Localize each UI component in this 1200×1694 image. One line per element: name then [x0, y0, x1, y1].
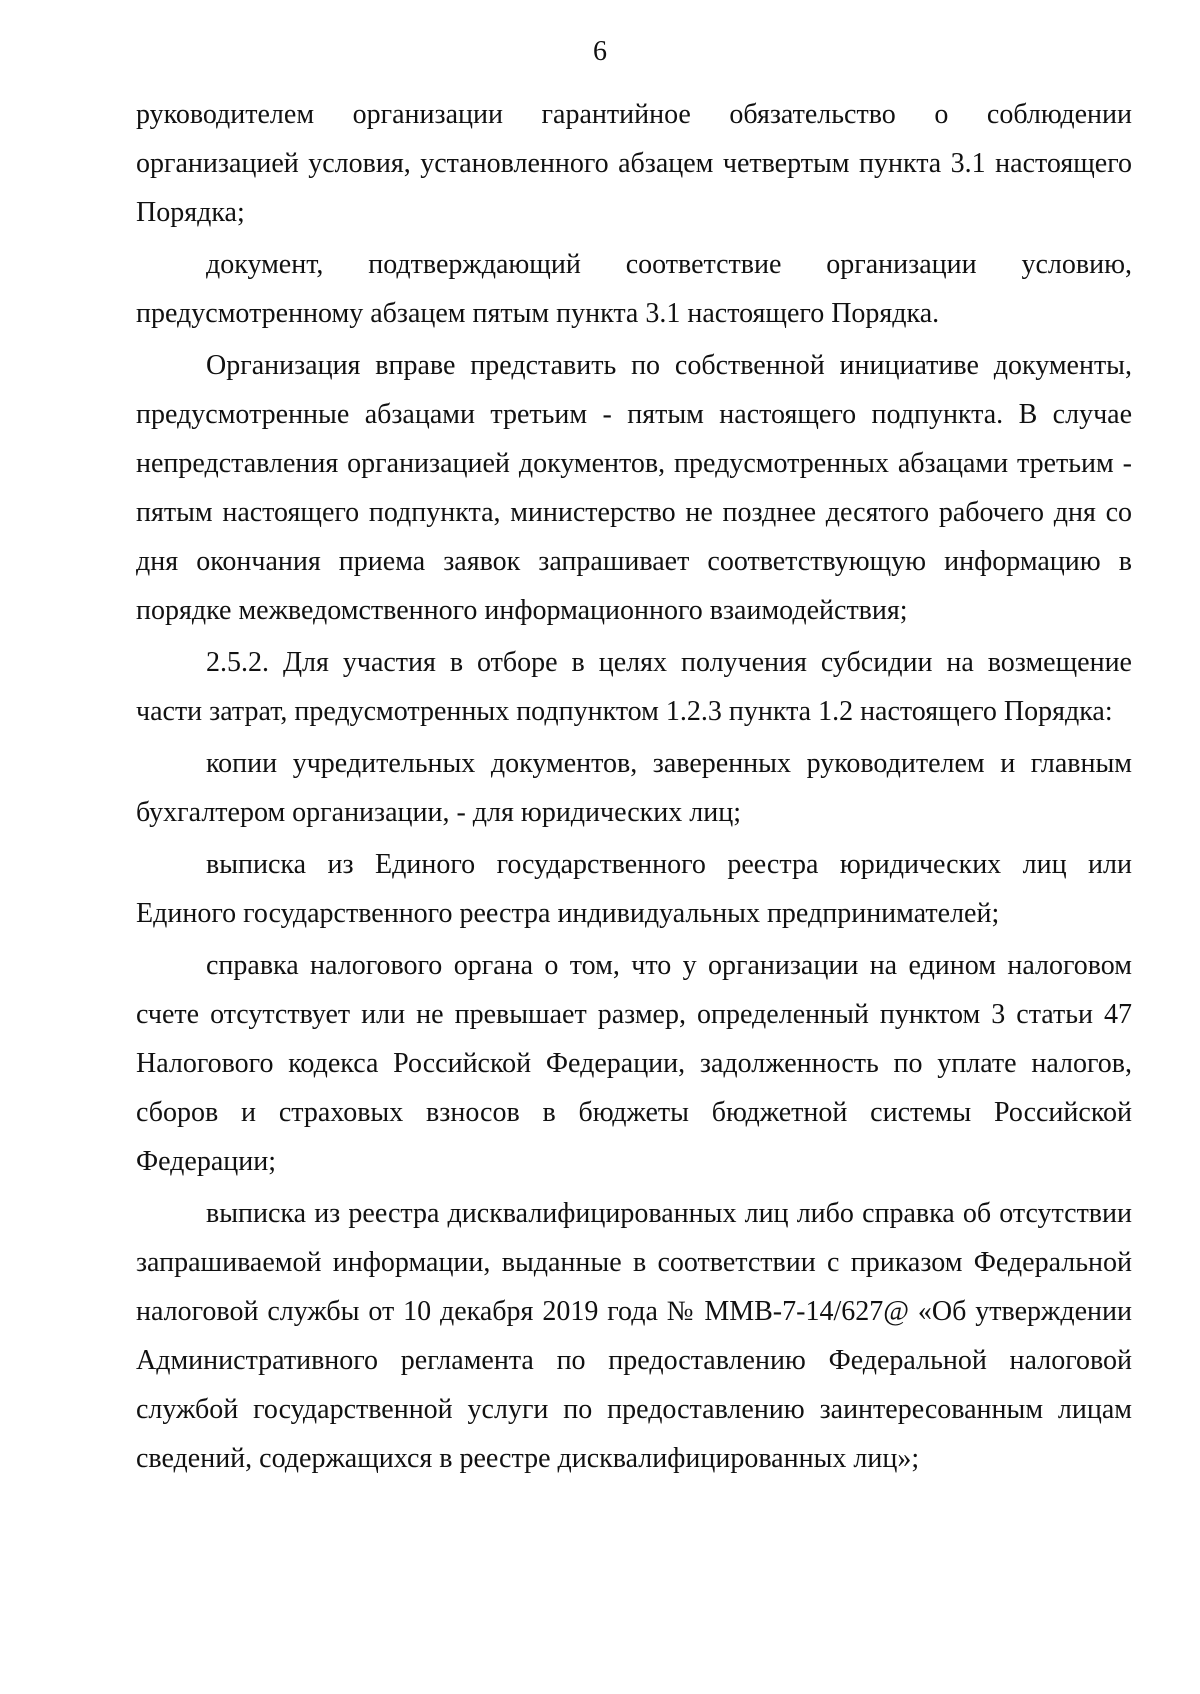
- paragraph-own-initiative: Организация вправе представить по собственной инициативе документы, предусмотренные абзацами третьим - пятым настоящего подпункта. В случае непредставления организацией документов, предусмотренных абзацами третьим - пятым настоящего подпункта, министерство не позднее десятого рабочего дня со дня окончания приема заявок запрашивает соответствующую информацию в порядке межведомственного информационного взаимодействия;: [136, 350, 1132, 626]
- paragraph-compliance-document: документ, подтверждающий соответствие организации условию, предусмотренному абзацем пятым пункта 3.1 настоящего Порядка.: [136, 249, 1132, 329]
- paragraph-guarantee-obligation: руководителем организации гарантийное обязательство о соблюдении организацией условия, установленного абзацем четвертым пункта 3.1 настоящего Порядка;: [136, 99, 1132, 228]
- paragraph-disqualified-register: выписка из реестра дисквалифицированных лиц либо справка об отсутствии запрашиваемой информации, выданные в соответствии с приказом Федеральной налоговой службы от 10 декабря 2019 года № ММВ-7-14/627@ «Об утверждении Административного регламента по предоставлению Федеральной налоговой службой государственной услуги по предоставлению заинтересованным лицам сведений, содержащихся в реестре дисквалифицированных лиц»;: [136, 1198, 1132, 1474]
- page-number: 6: [593, 36, 607, 67]
- paragraph-tax-certificate: справка налогового органа о том, что у организации на едином налоговом счете отсутствует или не превышает размер, определенный пунктом 3 статьи 47 Налогового кодекса Российской Федерации, задолженность по уплате налогов, сборов и страховых взносов в бюджеты бюджетной системы Российской Федерации;: [136, 950, 1132, 1177]
- paragraph-2-5-2: 2.5.2. Для участия в отборе в целях получения субсидии на возмещение части затрат, предусмотренных подпунктом 1.2.3 пункта 1.2 настоящего Порядка:: [136, 647, 1132, 727]
- document-body: [136, 90, 1132, 1486]
- paragraph-founding-documents: копии учредительных документов, заверенных руководителем и главным бухгалтером организации, - для юридических лиц;: [136, 748, 1132, 828]
- paragraph-egrul-extract: выписка из Единого государственного реестра юридических лиц или Единого государственного реестра индивидуальных предпринимателей;: [136, 849, 1132, 929]
